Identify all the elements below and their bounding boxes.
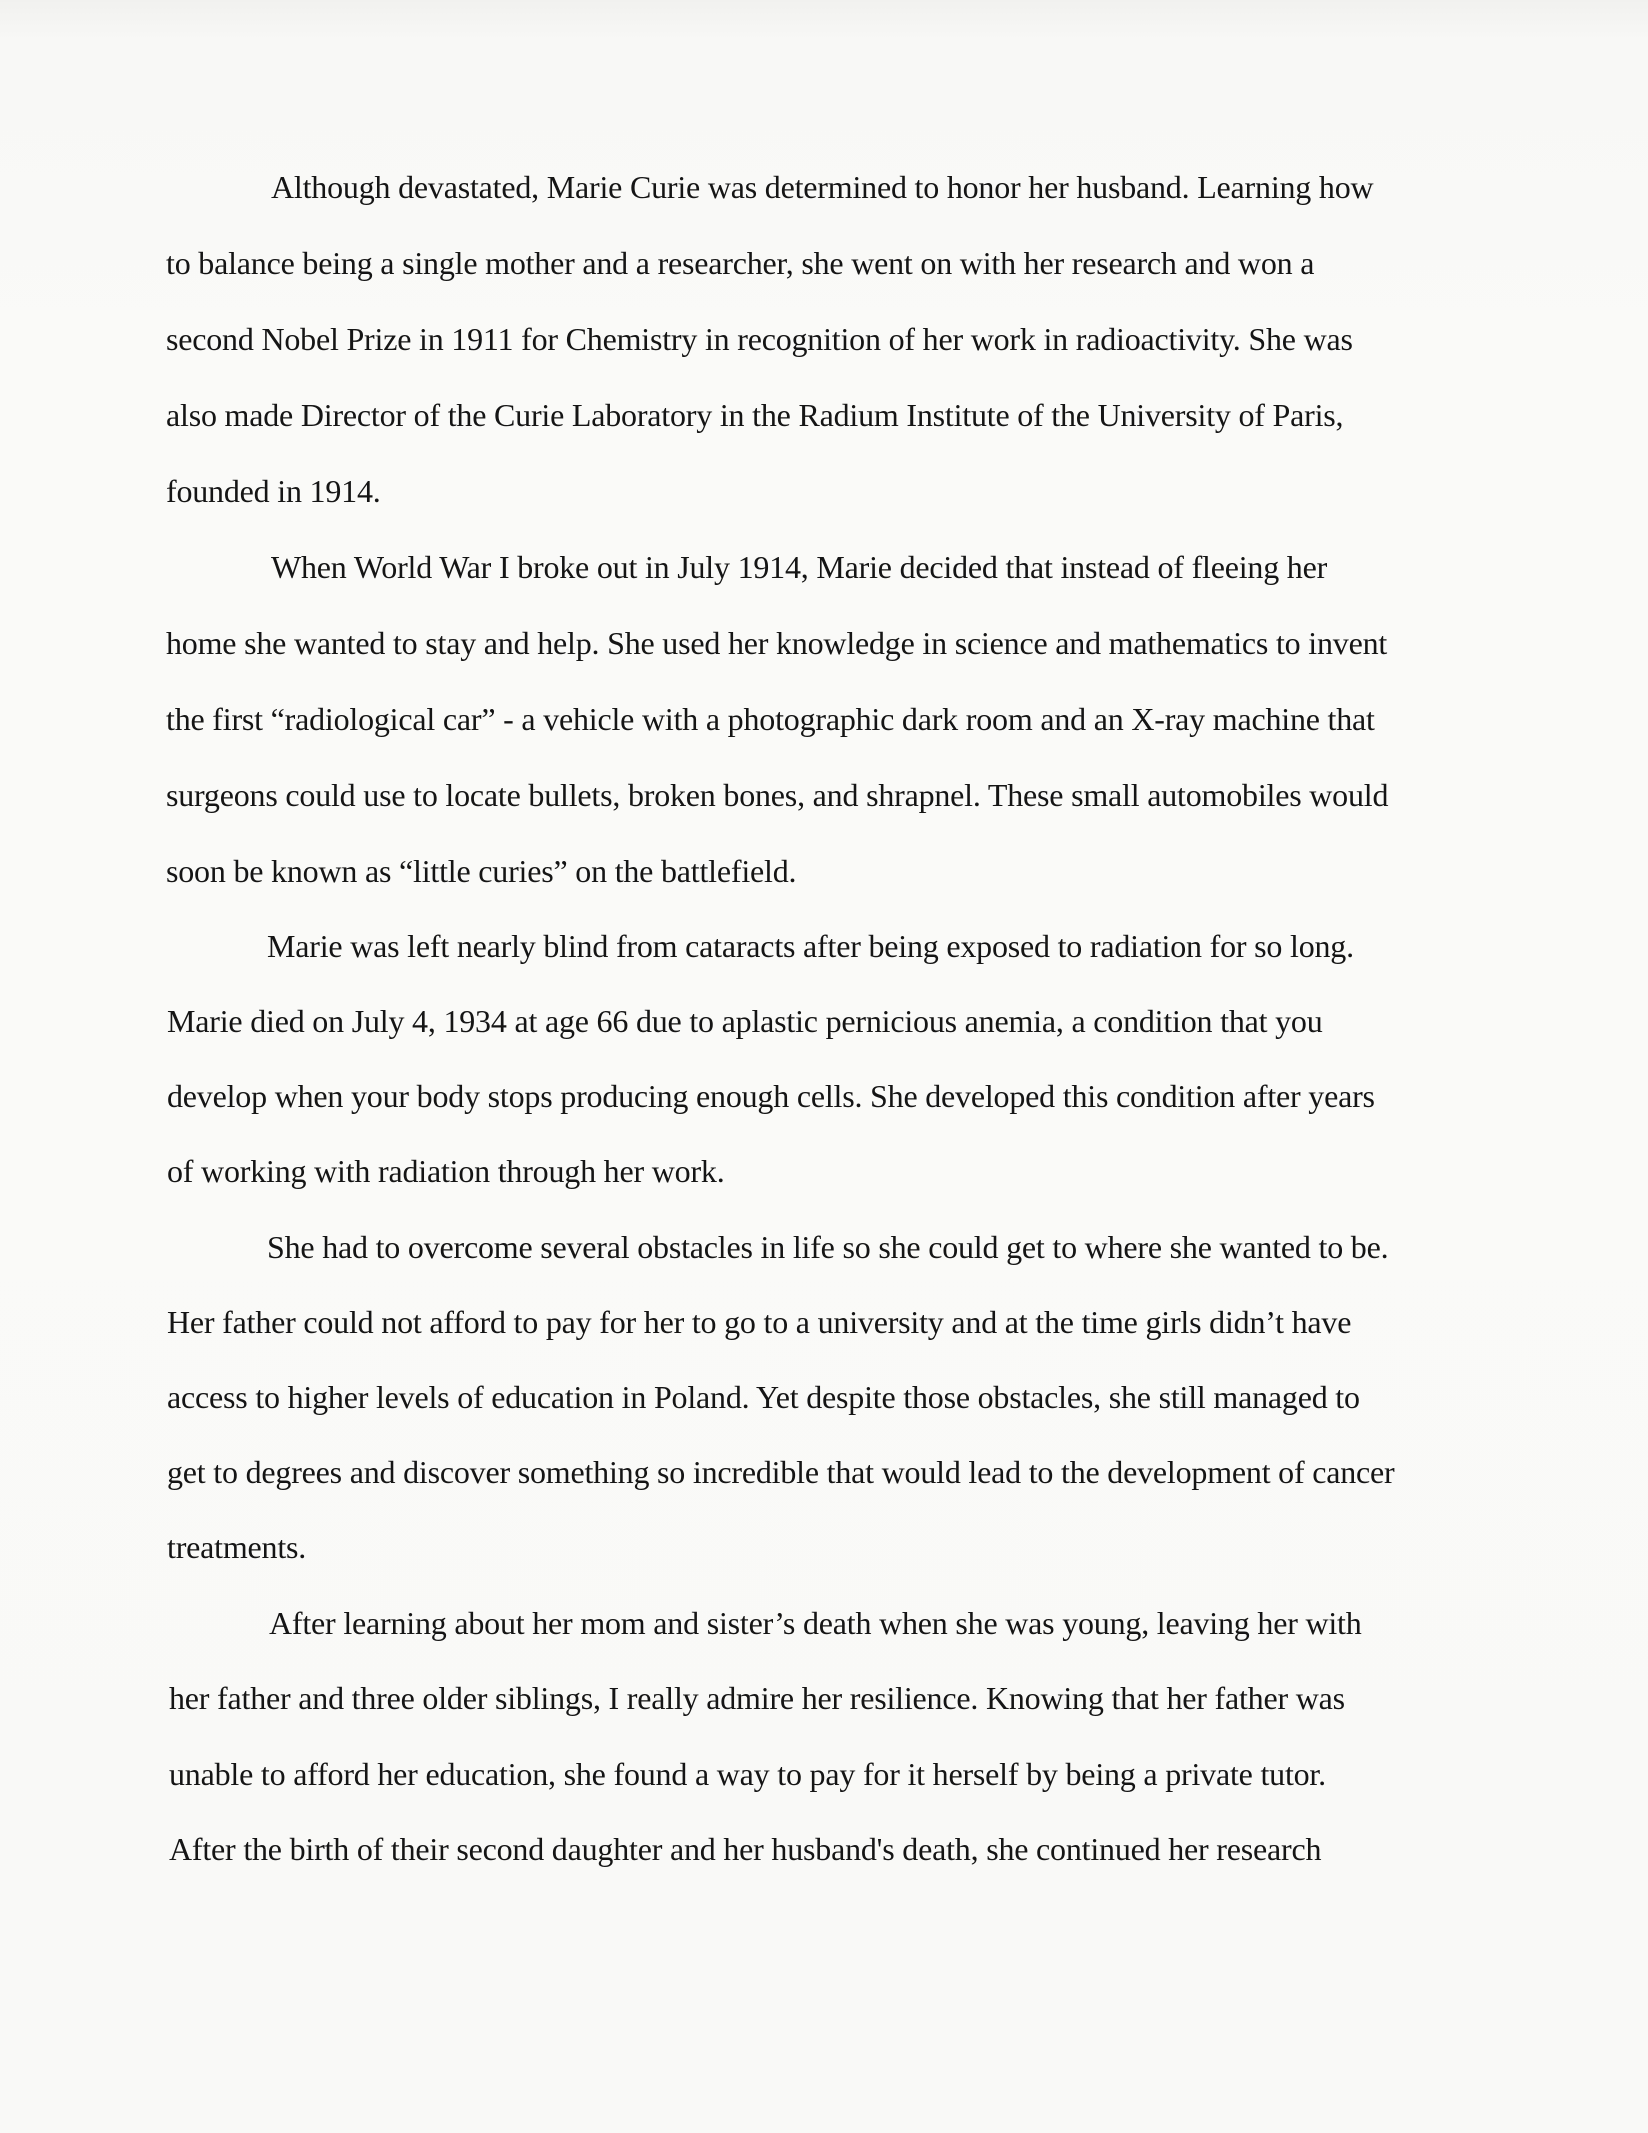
text-line: home she wanted to stay and help. She used her knowledge in science and mathematics to invent (166, 625, 1388, 661)
text-line: treatments. (167, 1529, 307, 1565)
text-line: surgeons could use to locate bullets, broken bones, and shrapnel. These small automobiles would (166, 777, 1389, 813)
text-line: unable to afford her education, she found a way to pay for it herself by being a private tutor. (169, 1756, 1326, 1792)
text-line: second Nobel Prize in 1911 for Chemistry in recognition of her work in radioactivity. She was (166, 321, 1353, 357)
text-line: get to degrees and discover something so incredible that would lead to the development of cancer (167, 1454, 1395, 1490)
text-line: Marie was left nearly blind from cataracts after being exposed to radiation for so long. (267, 928, 1354, 964)
text-line: access to higher levels of education in Poland. Yet despite those obstacles, she still managed to (167, 1379, 1360, 1415)
text-line: her father and three older siblings, I really admire her resilience. Knowing that her father was (169, 1680, 1345, 1716)
text-line: Although devastated, Marie Curie was determined to honor her husband. Learning how (271, 169, 1374, 205)
text-line: After the birth of their second daughter and her husband's death, she continued her research (169, 1831, 1322, 1867)
text-line: When World War I broke out in July 1914, Marie decided that instead of fleeing her (271, 549, 1328, 585)
text-line: She had to overcome several obstacles in life so she could get to where she wanted to be. (267, 1229, 1389, 1265)
text-line: develop when your body stops producing enough cells. She developed this condition after years (167, 1078, 1375, 1114)
text-line: founded in 1914. (166, 473, 381, 509)
text-line: the first “radiological car” - a vehicle with a photographic dark room and an X-ray machine that (166, 701, 1375, 737)
text-line: After learning about her mom and sister’s death when she was young, leaving her with (269, 1605, 1362, 1641)
text-line: of working with radiation through her work. (167, 1153, 725, 1189)
text-line: to balance being a single mother and a researcher, she went on with her research and won a (166, 245, 1315, 281)
text-line: also made Director of the Curie Laboratory in the Radium Institute of the University of Paris, (166, 397, 1344, 433)
text-line: Her father could not afford to pay for her to go to a university and at the time girls didn’t have (167, 1304, 1352, 1340)
text-line: Marie died on July 4, 1934 at age 66 due to aplastic pernicious anemia, a condition that you (167, 1003, 1323, 1039)
text-line: soon be known as “little curies” on the battlefield. (166, 853, 797, 889)
